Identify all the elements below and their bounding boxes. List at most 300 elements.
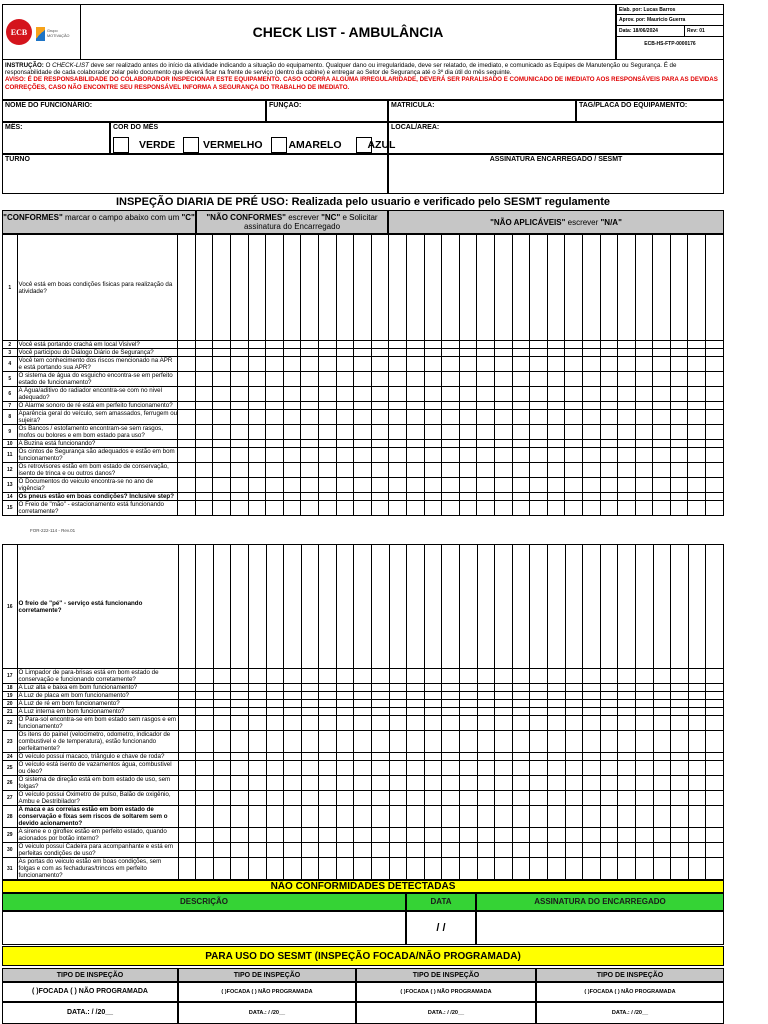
day-check-cell[interactable] [706, 828, 724, 843]
day-check-cell[interactable] [671, 692, 689, 700]
day-check-cell[interactable] [354, 806, 372, 828]
month-field[interactable] [2, 122, 110, 154]
day-check-cell[interactable] [706, 843, 724, 858]
day-check-cell[interactable] [424, 448, 442, 463]
day-check-cell[interactable] [196, 858, 214, 880]
day-check-cell[interactable] [407, 828, 425, 843]
day-check-cell[interactable] [600, 493, 618, 501]
day-check-cell[interactable] [354, 791, 372, 806]
day-check-cell[interactable] [635, 791, 653, 806]
day-check-cell[interactable] [618, 478, 636, 493]
day-check-cell[interactable] [653, 753, 671, 761]
day-check-cell[interactable] [195, 478, 213, 493]
day-check-cell[interactable] [178, 806, 196, 828]
day-check-cell[interactable] [354, 858, 372, 880]
day-check-cell[interactable] [301, 501, 319, 516]
day-check-cell[interactable] [530, 843, 548, 858]
day-check-cell[interactable] [477, 235, 495, 341]
day-check-cell[interactable] [336, 669, 354, 684]
day-check-cell[interactable] [389, 410, 407, 425]
day-check-cell[interactable] [565, 708, 583, 716]
day-check-cell[interactable] [371, 402, 389, 410]
day-check-cell[interactable] [406, 463, 424, 478]
day-check-cell[interactable] [530, 448, 548, 463]
day-check-cell[interactable] [195, 448, 213, 463]
day-check-cell[interactable] [231, 349, 249, 357]
day-check-cell[interactable] [512, 341, 530, 349]
day-check-cell[interactable] [319, 440, 337, 448]
day-check-cell[interactable] [512, 684, 530, 692]
day-check-cell[interactable] [494, 387, 512, 402]
day-check-cell[interactable] [248, 708, 266, 716]
day-check-cell[interactable] [530, 858, 548, 880]
day-check-cell[interactable] [547, 440, 565, 448]
day-check-cell[interactable] [389, 858, 407, 880]
day-check-cell[interactable] [460, 692, 478, 700]
day-check-cell[interactable] [354, 753, 372, 761]
day-check-cell[interactable] [231, 440, 249, 448]
day-check-cell[interactable] [178, 708, 196, 716]
day-check-cell[interactable] [195, 402, 213, 410]
day-check-cell[interactable] [248, 410, 266, 425]
day-check-cell[interactable] [231, 501, 249, 516]
day-check-cell[interactable] [459, 425, 477, 440]
day-check-cell[interactable] [372, 858, 390, 880]
day-check-cell[interactable] [196, 806, 214, 828]
day-check-cell[interactable] [389, 545, 407, 669]
day-check-cell[interactable] [600, 700, 618, 708]
day-check-cell[interactable] [248, 761, 266, 776]
day-check-cell[interactable] [284, 791, 302, 806]
day-check-cell[interactable] [424, 708, 442, 716]
day-check-cell[interactable] [600, 501, 618, 516]
day-check-cell[interactable] [284, 731, 302, 753]
day-check-cell[interactable] [600, 410, 618, 425]
day-check-cell[interactable] [248, 440, 266, 448]
sesmt-date-1[interactable]: DATA.: / /20__ [2, 1002, 178, 1024]
day-check-cell[interactable] [319, 357, 337, 372]
day-check-cell[interactable] [477, 501, 495, 516]
day-check-cell[interactable] [547, 235, 565, 341]
checkbox-verde[interactable] [113, 137, 129, 153]
day-check-cell[interactable] [459, 448, 477, 463]
day-check-cell[interactable] [231, 761, 249, 776]
day-check-cell[interactable] [248, 843, 266, 858]
day-check-cell[interactable] [406, 235, 424, 341]
day-check-cell[interactable] [582, 478, 600, 493]
day-check-cell[interactable] [354, 372, 372, 387]
day-check-cell[interactable] [512, 387, 530, 402]
day-check-cell[interactable] [565, 700, 583, 708]
day-check-cell[interactable] [336, 806, 354, 828]
day-check-cell[interactable] [319, 387, 337, 402]
day-check-cell[interactable] [477, 692, 495, 700]
day-check-cell[interactable] [178, 402, 196, 410]
day-check-cell[interactable] [248, 776, 266, 791]
day-check-cell[interactable] [336, 410, 354, 425]
day-check-cell[interactable] [442, 791, 460, 806]
day-check-cell[interactable] [178, 843, 196, 858]
day-check-cell[interactable] [354, 700, 372, 708]
day-check-cell[interactable] [248, 463, 266, 478]
day-check-cell[interactable] [407, 776, 425, 791]
day-check-cell[interactable] [442, 463, 460, 478]
day-check-cell[interactable] [530, 776, 548, 791]
day-check-cell[interactable] [494, 357, 512, 372]
day-check-cell[interactable] [442, 843, 460, 858]
day-check-cell[interactable] [442, 731, 460, 753]
day-check-cell[interactable] [354, 708, 372, 716]
day-check-cell[interactable] [460, 753, 478, 761]
day-check-cell[interactable] [495, 669, 513, 684]
day-check-cell[interactable] [512, 440, 530, 448]
day-check-cell[interactable] [477, 493, 495, 501]
day-check-cell[interactable] [688, 463, 706, 478]
day-check-cell[interactable] [582, 493, 600, 501]
day-check-cell[interactable] [283, 440, 301, 448]
day-check-cell[interactable] [583, 776, 601, 791]
day-check-cell[interactable] [688, 387, 706, 402]
day-check-cell[interactable] [600, 357, 618, 372]
day-check-cell[interactable] [284, 708, 302, 716]
day-check-cell[interactable] [600, 402, 618, 410]
day-check-cell[interactable] [213, 669, 231, 684]
day-check-cell[interactable] [248, 828, 266, 843]
day-check-cell[interactable] [460, 806, 478, 828]
day-check-cell[interactable] [618, 493, 636, 501]
day-check-cell[interactable] [442, 753, 460, 761]
day-check-cell[interactable] [547, 501, 565, 516]
day-check-cell[interactable] [213, 843, 231, 858]
day-check-cell[interactable] [301, 402, 319, 410]
day-check-cell[interactable] [565, 425, 583, 440]
day-check-cell[interactable] [319, 843, 337, 858]
day-check-cell[interactable] [530, 669, 548, 684]
day-check-cell[interactable] [336, 828, 354, 843]
day-check-cell[interactable] [371, 372, 389, 387]
day-check-cell[interactable] [301, 858, 319, 880]
day-check-cell[interactable] [319, 478, 337, 493]
day-check-cell[interactable] [565, 806, 583, 828]
day-check-cell[interactable] [459, 349, 477, 357]
day-check-cell[interactable] [600, 478, 618, 493]
day-check-cell[interactable] [319, 692, 337, 700]
day-check-cell[interactable] [600, 440, 618, 448]
day-check-cell[interactable] [231, 448, 249, 463]
day-check-cell[interactable] [371, 425, 389, 440]
day-check-cell[interactable] [266, 806, 284, 828]
day-check-cell[interactable] [178, 349, 196, 357]
day-check-cell[interactable] [389, 372, 407, 387]
day-check-cell[interactable] [635, 410, 653, 425]
day-check-cell[interactable] [565, 791, 583, 806]
day-check-cell[interactable] [688, 828, 706, 843]
day-check-cell[interactable] [565, 448, 583, 463]
day-check-cell[interactable] [706, 235, 724, 341]
day-check-cell[interactable] [548, 761, 566, 776]
day-check-cell[interactable] [389, 669, 407, 684]
day-check-cell[interactable] [477, 440, 495, 448]
day-check-cell[interactable] [618, 402, 636, 410]
day-check-cell[interactable] [372, 716, 390, 731]
day-check-cell[interactable] [424, 828, 442, 843]
day-check-cell[interactable] [688, 235, 706, 341]
day-check-cell[interactable] [301, 357, 319, 372]
day-check-cell[interactable] [635, 235, 653, 341]
day-check-cell[interactable] [653, 776, 671, 791]
day-check-cell[interactable] [635, 448, 653, 463]
day-check-cell[interactable] [670, 463, 688, 478]
day-check-cell[interactable] [336, 761, 354, 776]
day-check-cell[interactable] [424, 545, 442, 669]
sesmt-date-4[interactable]: DATA.: / /20__ [536, 1002, 724, 1024]
day-check-cell[interactable] [248, 716, 266, 731]
day-check-cell[interactable] [248, 357, 266, 372]
day-check-cell[interactable] [582, 372, 600, 387]
day-check-cell[interactable] [477, 448, 495, 463]
day-check-cell[interactable] [231, 843, 249, 858]
day-check-cell[interactable] [512, 402, 530, 410]
day-check-cell[interactable] [477, 716, 495, 731]
day-check-cell[interactable] [407, 761, 425, 776]
day-check-cell[interactable] [389, 731, 407, 753]
day-check-cell[interactable] [671, 828, 689, 843]
day-check-cell[interactable] [284, 828, 302, 843]
day-check-cell[interactable] [231, 716, 249, 731]
day-check-cell[interactable] [407, 708, 425, 716]
day-check-cell[interactable] [512, 463, 530, 478]
day-check-cell[interactable] [530, 402, 548, 410]
day-check-cell[interactable] [477, 357, 495, 372]
day-check-cell[interactable] [231, 692, 249, 700]
day-check-cell[interactable] [583, 806, 601, 828]
day-check-cell[interactable] [266, 387, 284, 402]
day-check-cell[interactable] [477, 806, 495, 828]
day-check-cell[interactable] [283, 357, 301, 372]
day-check-cell[interactable] [600, 448, 618, 463]
day-check-cell[interactable] [284, 684, 302, 692]
day-check-cell[interactable] [178, 440, 196, 448]
day-check-cell[interactable] [407, 700, 425, 708]
day-check-cell[interactable] [459, 387, 477, 402]
day-check-cell[interactable] [618, 410, 636, 425]
day-check-cell[interactable] [407, 669, 425, 684]
day-check-cell[interactable] [248, 341, 266, 349]
day-check-cell[interactable] [195, 235, 213, 341]
day-check-cell[interactable] [618, 440, 636, 448]
day-check-cell[interactable] [424, 372, 442, 387]
day-check-cell[interactable] [231, 753, 249, 761]
day-check-cell[interactable] [284, 753, 302, 761]
day-check-cell[interactable] [706, 349, 724, 357]
day-check-cell[interactable] [583, 843, 601, 858]
day-check-cell[interactable] [530, 716, 548, 731]
day-check-cell[interactable] [372, 843, 390, 858]
day-check-cell[interactable] [459, 463, 477, 478]
day-check-cell[interactable] [495, 753, 513, 761]
day-check-cell[interactable] [512, 410, 530, 425]
day-check-cell[interactable] [354, 463, 372, 478]
day-check-cell[interactable] [653, 372, 671, 387]
day-check-cell[interactable] [460, 828, 478, 843]
day-check-cell[interactable] [547, 357, 565, 372]
day-check-cell[interactable] [389, 828, 407, 843]
day-check-cell[interactable] [389, 440, 407, 448]
day-check-cell[interactable] [494, 501, 512, 516]
day-check-cell[interactable] [495, 761, 513, 776]
day-check-cell[interactable] [670, 440, 688, 448]
day-check-cell[interactable] [600, 731, 618, 753]
day-check-cell[interactable] [618, 708, 636, 716]
day-check-cell[interactable] [213, 731, 231, 753]
day-check-cell[interactable] [424, 410, 442, 425]
day-check-cell[interactable] [336, 478, 354, 493]
day-check-cell[interactable] [706, 387, 724, 402]
day-check-cell[interactable] [442, 357, 460, 372]
day-check-cell[interactable] [670, 341, 688, 349]
day-check-cell[interactable] [495, 791, 513, 806]
day-check-cell[interactable] [460, 791, 478, 806]
day-check-cell[interactable] [319, 806, 337, 828]
day-check-cell[interactable] [442, 372, 460, 387]
day-check-cell[interactable] [618, 684, 636, 692]
day-check-cell[interactable] [512, 858, 530, 880]
day-check-cell[interactable] [178, 791, 196, 806]
day-check-cell[interactable] [512, 372, 530, 387]
day-check-cell[interactable] [530, 828, 548, 843]
day-check-cell[interactable] [671, 716, 689, 731]
day-check-cell[interactable] [653, 440, 671, 448]
day-check-cell[interactable] [196, 776, 214, 791]
day-check-cell[interactable] [336, 448, 354, 463]
day-check-cell[interactable] [600, 684, 618, 692]
equipment-tag-field[interactable] [576, 100, 724, 122]
day-check-cell[interactable] [618, 843, 636, 858]
day-check-cell[interactable] [530, 731, 548, 753]
day-check-cell[interactable] [372, 761, 390, 776]
day-check-cell[interactable] [284, 806, 302, 828]
day-check-cell[interactable] [424, 478, 442, 493]
day-check-cell[interactable] [582, 463, 600, 478]
day-check-cell[interactable] [248, 731, 266, 753]
day-check-cell[interactable] [372, 684, 390, 692]
day-check-cell[interactable] [547, 349, 565, 357]
day-check-cell[interactable] [213, 387, 231, 402]
day-check-cell[interactable] [688, 700, 706, 708]
day-check-cell[interactable] [266, 753, 284, 761]
day-check-cell[interactable] [301, 341, 319, 349]
day-check-cell[interactable] [371, 493, 389, 501]
day-check-cell[interactable] [301, 692, 319, 700]
day-check-cell[interactable] [582, 448, 600, 463]
day-check-cell[interactable] [301, 761, 319, 776]
day-check-cell[interactable] [635, 684, 653, 692]
day-check-cell[interactable] [495, 776, 513, 791]
day-check-cell[interactable] [530, 341, 548, 349]
day-check-cell[interactable] [442, 692, 460, 700]
day-check-cell[interactable] [495, 843, 513, 858]
day-check-cell[interactable] [565, 731, 583, 753]
day-check-cell[interactable] [319, 372, 337, 387]
day-check-cell[interactable] [336, 731, 354, 753]
day-check-cell[interactable] [319, 761, 337, 776]
day-check-cell[interactable] [494, 372, 512, 387]
day-check-cell[interactable] [653, 545, 671, 669]
day-check-cell[interactable] [371, 440, 389, 448]
day-check-cell[interactable] [283, 341, 301, 349]
day-check-cell[interactable] [671, 843, 689, 858]
day-check-cell[interactable] [266, 372, 284, 387]
day-check-cell[interactable] [477, 341, 495, 349]
day-check-cell[interactable] [266, 858, 284, 880]
day-check-cell[interactable] [301, 387, 319, 402]
day-check-cell[interactable] [688, 341, 706, 349]
day-check-cell[interactable] [371, 349, 389, 357]
day-check-cell[interactable] [336, 501, 354, 516]
day-check-cell[interactable] [406, 349, 424, 357]
day-check-cell[interactable] [301, 716, 319, 731]
day-check-cell[interactable] [512, 545, 530, 669]
day-check-cell[interactable] [600, 545, 618, 669]
day-check-cell[interactable] [495, 716, 513, 731]
day-check-cell[interactable] [178, 357, 196, 372]
day-check-cell[interactable] [635, 341, 653, 349]
day-check-cell[interactable] [460, 700, 478, 708]
day-check-cell[interactable] [548, 716, 566, 731]
day-check-cell[interactable] [618, 349, 636, 357]
day-check-cell[interactable] [671, 761, 689, 776]
day-check-cell[interactable] [266, 501, 284, 516]
day-check-cell[interactable] [178, 684, 196, 692]
day-check-cell[interactable] [459, 372, 477, 387]
day-check-cell[interactable] [178, 761, 196, 776]
day-check-cell[interactable] [372, 731, 390, 753]
day-check-cell[interactable] [477, 700, 495, 708]
day-check-cell[interactable] [565, 501, 583, 516]
day-check-cell[interactable] [178, 669, 196, 684]
day-check-cell[interactable] [671, 669, 689, 684]
day-check-cell[interactable] [706, 341, 724, 349]
day-check-cell[interactable] [424, 692, 442, 700]
day-check-cell[interactable] [530, 425, 548, 440]
day-check-cell[interactable] [512, 425, 530, 440]
day-check-cell[interactable] [583, 791, 601, 806]
day-check-cell[interactable] [213, 235, 231, 341]
day-check-cell[interactable] [600, 692, 618, 700]
day-check-cell[interactable] [319, 716, 337, 731]
day-check-cell[interactable] [231, 341, 249, 349]
day-check-cell[interactable] [336, 791, 354, 806]
day-check-cell[interactable] [618, 761, 636, 776]
day-check-cell[interactable] [688, 357, 706, 372]
day-check-cell[interactable] [547, 410, 565, 425]
day-check-cell[interactable] [653, 684, 671, 692]
day-check-cell[interactable] [407, 843, 425, 858]
day-check-cell[interactable] [178, 753, 196, 761]
day-check-cell[interactable] [512, 493, 530, 501]
day-check-cell[interactable] [494, 448, 512, 463]
day-check-cell[interactable] [406, 372, 424, 387]
day-check-cell[interactable] [635, 478, 653, 493]
day-check-cell[interactable] [547, 448, 565, 463]
day-check-cell[interactable] [389, 843, 407, 858]
day-check-cell[interactable] [442, 501, 460, 516]
day-check-cell[interactable] [283, 493, 301, 501]
day-check-cell[interactable] [284, 700, 302, 708]
day-check-cell[interactable] [231, 410, 249, 425]
day-check-cell[interactable] [635, 349, 653, 357]
day-check-cell[interactable] [301, 448, 319, 463]
